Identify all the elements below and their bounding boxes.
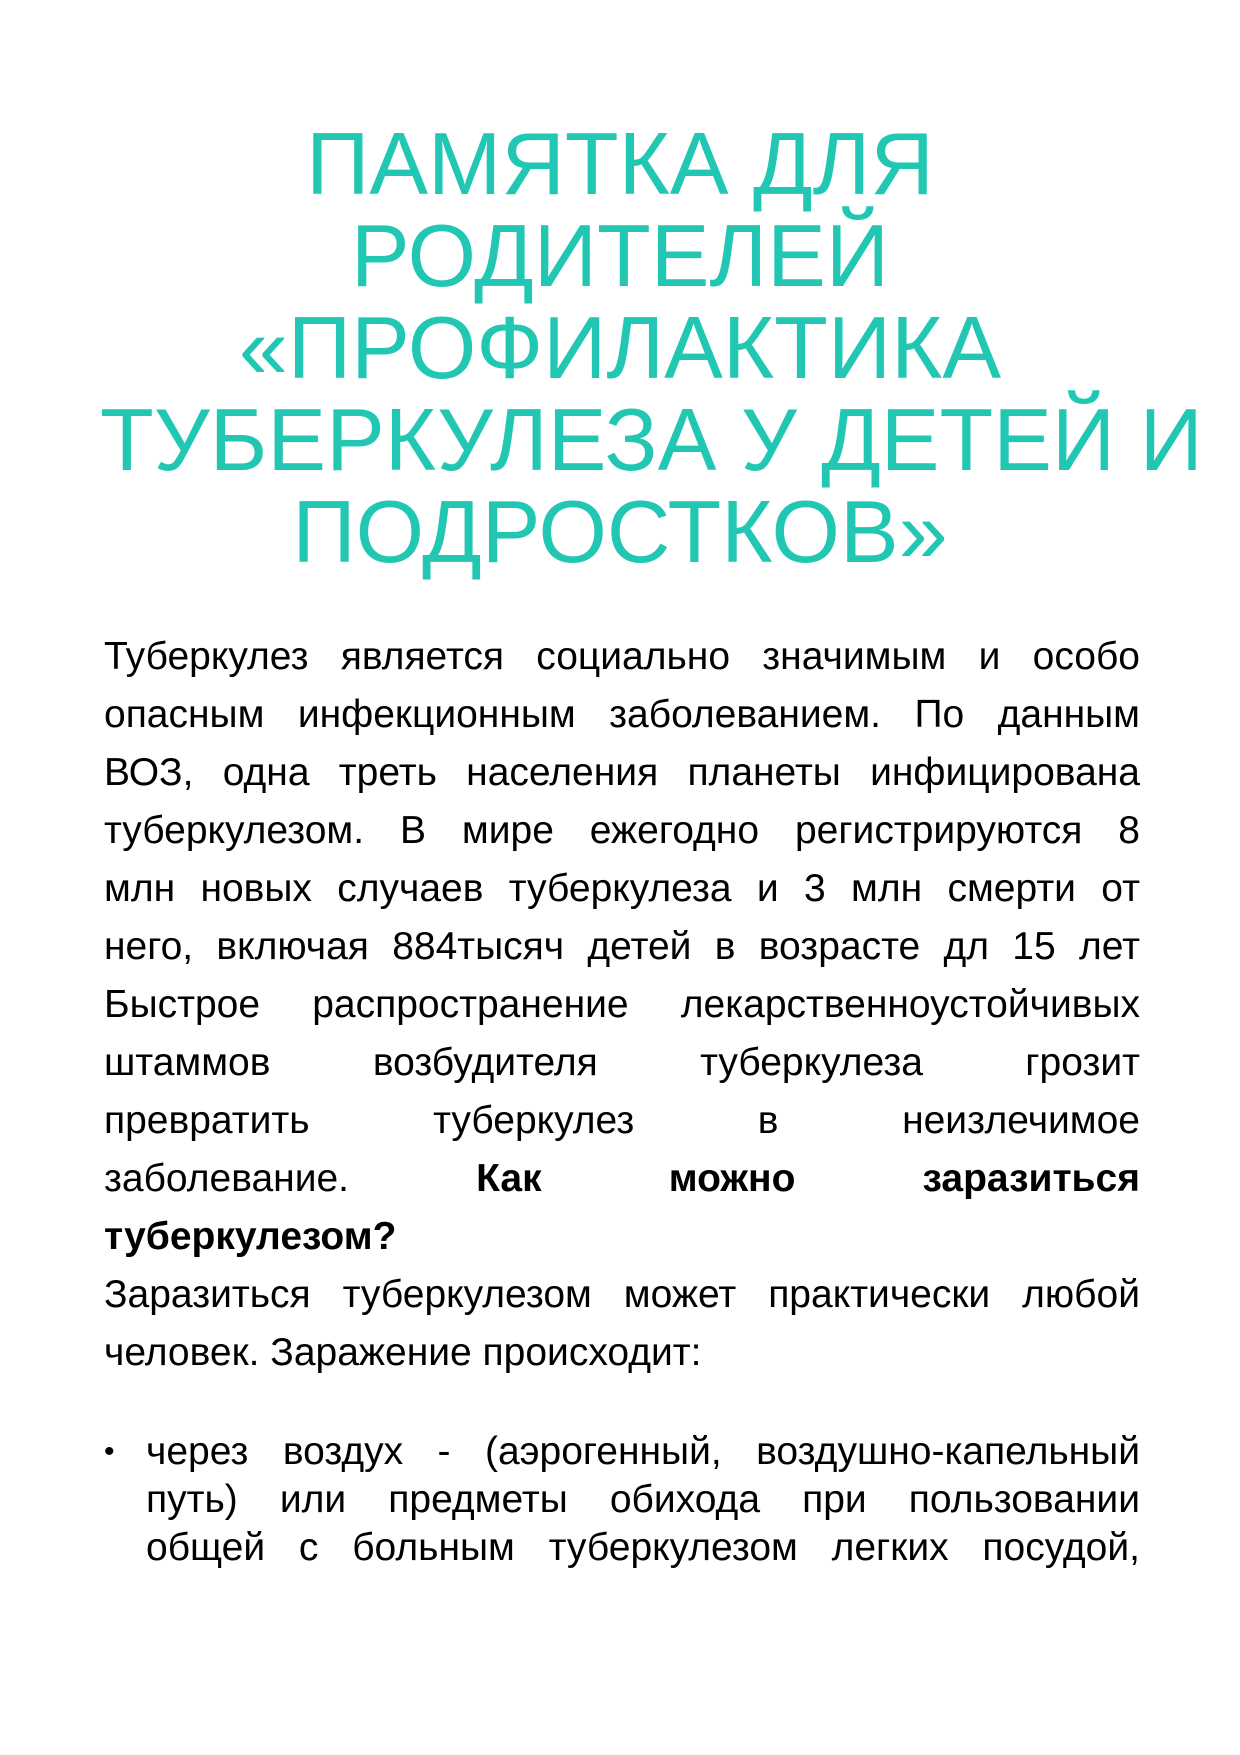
title-line: «ПРОФИЛАКТИКА bbox=[238, 298, 1002, 397]
section-heading-end: туберкулезом? bbox=[104, 1215, 397, 1258]
intro-mixed-line bbox=[104, 1150, 1140, 1208]
bullet-icon: • bbox=[104, 1435, 115, 1468]
intro-line-plain: заболевание. bbox=[104, 1157, 350, 1200]
list-item-line: путь) или предметы обихода при пользовании bbox=[146, 1478, 1140, 1521]
infection-routes-list bbox=[104, 1428, 1140, 1572]
intro-line: Быстрое распространение лекарственноустойчивых bbox=[104, 983, 1140, 1026]
intro-line: него, включая 884тысяч детей в возрасте дл 15 лет bbox=[104, 925, 1140, 968]
intro-line: штаммов возбудителя туберкулеза грозит bbox=[104, 1041, 1140, 1084]
title-line: ПОДРОСТКОВ» bbox=[292, 482, 948, 581]
intro-line: превратить туберкулез в неизлечимое bbox=[104, 1099, 1140, 1142]
list-item-line: общей с больным туберкулезом легких посудой, bbox=[146, 1526, 1140, 1569]
list-item bbox=[104, 1428, 1140, 1572]
title-line: ПАМЯТКА ДЛЯ bbox=[306, 114, 934, 213]
infection-line: человек. Заражение происходит: bbox=[104, 1331, 702, 1374]
infection-line: Заразиться туберкулезом может практически любой bbox=[104, 1273, 1140, 1316]
intro-line: млн новых случаев туберкулеза и 3 млн смерти от bbox=[104, 867, 1140, 910]
intro-line: ВОЗ, одна треть населения планеты инфицирована bbox=[104, 751, 1140, 794]
document-title bbox=[100, 114, 1203, 581]
intro-line: туберкулезом. В мире ежегодно регистрируются 8 bbox=[104, 809, 1140, 852]
body-text bbox=[104, 628, 1140, 1382]
list-item-line: через воздух - (аэрогенный, воздушно-капельный bbox=[146, 1430, 1140, 1473]
title-line: РОДИТЕЛЕЙ bbox=[350, 206, 890, 305]
section-heading-part: Как можно заразиться bbox=[476, 1157, 1140, 1200]
intro-line: Туберкулез является социально значимым и особо bbox=[104, 635, 1140, 678]
intro-line: опасным инфекционным заболеванием. По данным bbox=[104, 693, 1140, 736]
title-line: ТУБЕРКУЛЕЗА У ДЕТЕЙ И bbox=[100, 390, 1203, 489]
